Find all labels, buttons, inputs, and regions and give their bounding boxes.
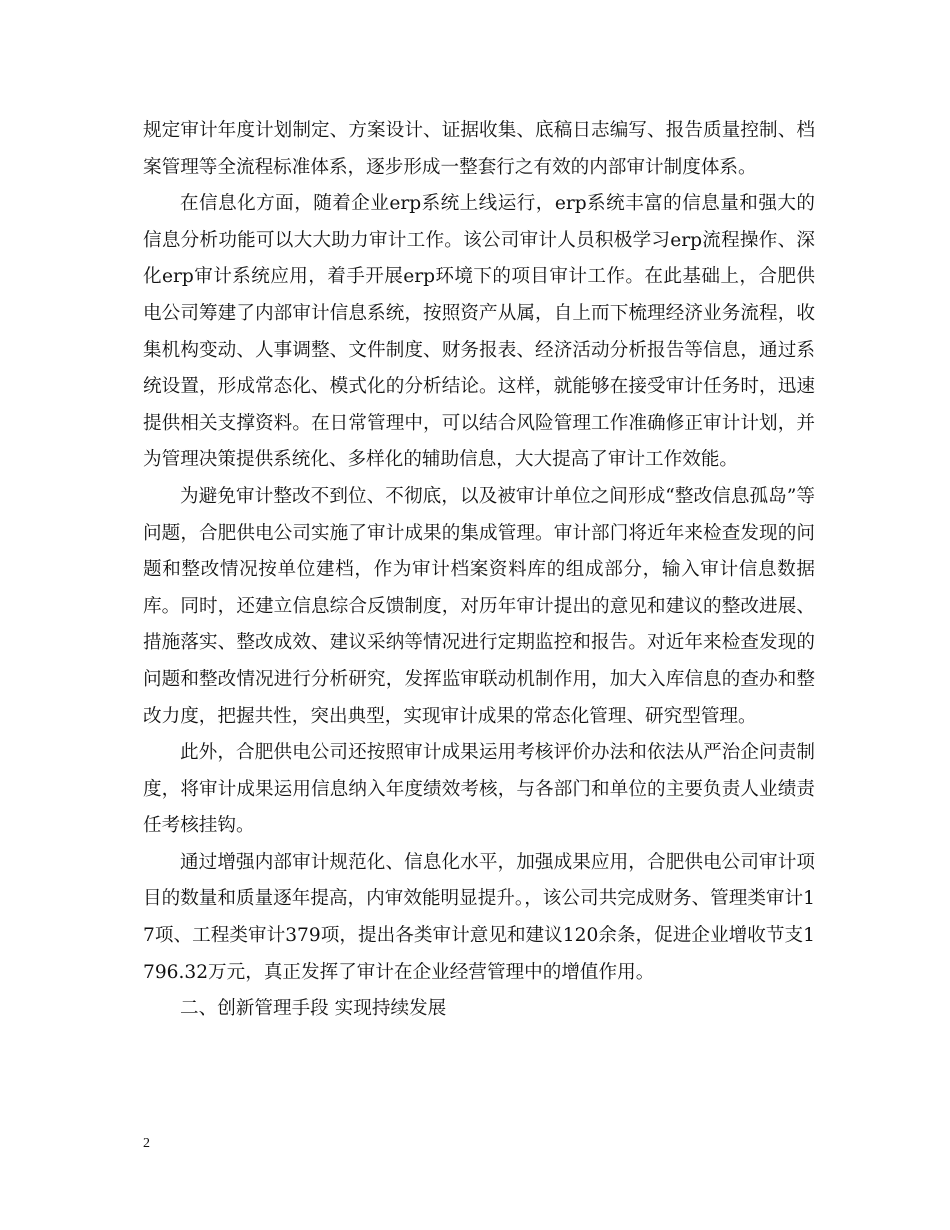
section-heading: 二、创新管理手段 实现持续发展: [180, 998, 447, 1020]
paragraph-results: 通过增强内部审计规范化、信息化水平，加强成果应用，合肥供电公司审计项目的数量和质量逐年提高，内审效能明显提升。，该公司共完成财务、管理类审计17项、工程类审计379项，提出各类审计意见和建议120余条，促进企业增收节支1796.32万元，真正发挥了审计在企业经营管理中的增值作用。: [143, 851, 815, 983]
paragraph-assessment: 此外，合肥供电公司还按照审计成果运用考核评价办法和依法从严治企问责制度，将审计成果运用信息纳入年度绩效考核，与各部门和单位的主要负责人业绩责任考核挂钩。: [143, 742, 815, 837]
paragraph-continued: 规定审计年度计划制定、方案设计、证据收集、底稿日志编写、报告质量控制、档案管理等全流程标准体系，逐步形成一整套行之有效的内部审计制度体系。: [143, 120, 815, 178]
body-text: [143, 113, 815, 1028]
paragraph-informatization: 在信息化方面，随着企业erp系统上线运行，erp系统丰富的信息量和强大的信息分析功能可以大大助力审计工作。该公司审计人员积极学习erp流程操作、深化erp审计系统应用，着手开展erp环境下的项目审计工作。在此基础上，合肥供电公司筹建了内部审计信息系统，按照资产从属，自上而下梳理经济业务流程，收集机构变动、人事调整、文件制度、财务报表、经济活动分析报告等信息，通过系统设置，形成常态化、模式化的分析结论。这样，就能够在接受审计任务时，迅速提供相关支撑资料。在日常管理中，可以结合风险管理工作准确修正审计计划，并为管理决策提供系统化、多样化的辅助信息，大大提高了审计工作效能。: [143, 193, 815, 471]
page-number: 2: [143, 1136, 150, 1151]
paragraph-integrated-management: 为避免审计整改不到位、不彻底，以及被审计单位之间形成“整改信息孤岛”等问题，合肥供电公司实施了审计成果的集成管理。审计部门将近年来检查发现的问题和整改情况按单位建档，作为审计档案资料库的组成部分，输入审计信息数据库。同时，还建立信息综合反馈制度，对历年审计提出的意见和建议的整改进展、措施落实、整改成效、建议采纳等情况进行定期监控和报告。对近年来检查发现的问题和整改情况进行分析研究，发挥监审联动机制作用，加大入库信息的查办和整改力度，把握共性，突出典型，实现审计成果的常态化管理、研究型管理。: [143, 485, 815, 727]
